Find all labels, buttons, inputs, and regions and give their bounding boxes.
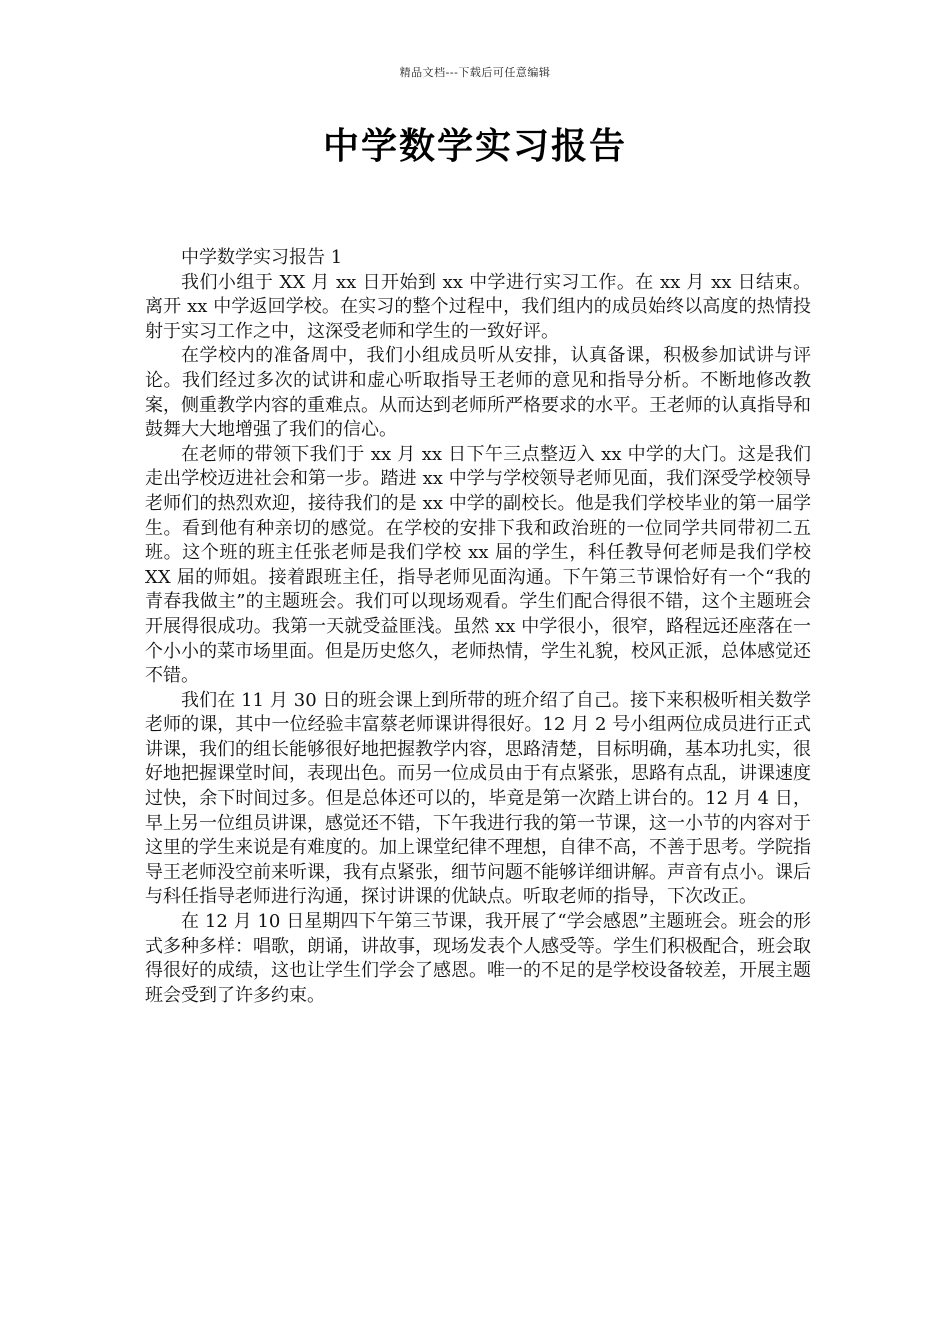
paragraph: 在 12 月 10 日星期四下午第三节课，我开展了“学会感恩”主题班会。班会的形式多种多样：唱歌，朗诵，讲故事，现场发表个人感受等。学生们积极配合，班会取得很好的成绩，这也让学生们学会了感恩。唯一的不足的是学校设备较差，开展主题班会受到了许多约束。 [145, 911, 811, 1006]
paragraph: 我们小组于 XX 月 xx 日开始到 xx 中学进行实习工作。在 xx 月 xx 日结束。离开 xx 中学返回学校。在实习的整个过程中，我们组内的成员始终以高度的热情投射于实习工作之中，这深受老师和学生的一致好评。 [145, 271, 811, 342]
document-title: 中学数学实习报告 [322, 126, 627, 167]
paragraph: 我们在 11 月 30 日的班会课上到所带的班介绍了自己。接下来积极听相关数学老师的课，其中一位经验丰富蔡老师课讲得很好。12 月 2 号小组两位成员进行正式讲课，我们的组长能够很好地把握教学内容，思路清楚，目标明确，基本功扎实，很好地把握课堂时间，表现出色。而另一位成员由于有点紧张，思路有点乱，讲课速度过快，余下时间过多。但是总体还可以的，毕竟是第一次踏上讲台的。12 月 4 日，早上另一位组员讲课，感觉还不错，下午我进行我的第一节课，这一小节的内容对于这里的学生来说是有难度的。加上课堂纪律不理想，自律不高，不善于思考。学院指导王老师没空前来听课，我有点紧张，细节问题不能够详细讲解。声音有点小。课后与科任指导老师进行沟通，探讨讲课的优缺点。听取老师的指导，下次改正。 [145, 689, 811, 908]
header-note: 精品文档---下载后可任意编辑 [399, 66, 551, 79]
paragraph: 在学校内的准备周中，我们小组成员听从安排，认真备课，积极参加试讲与评论。我们经过多次的试讲和虚心听取指导王老师的意见和指导分析。不断地修改教案，侧重教学内容的重难点。从而达到老师所严格要求的水平。王老师的认真指导和鼓舞大大地增强了我们的信心。 [145, 345, 811, 441]
section-subheading: 中学数学实习报告 1 [181, 247, 343, 268]
paragraph: 在老师的带领下我们于 xx 月 xx 日下午三点整迈入 xx 中学的大门。这是我们走出学校迈进社会和第一步。踏进 xx 中学与学校领导老师见面，我们深受学校领导老师们的热烈欢迎，接待我们的是 xx 中学的副校长。他是我们学校毕业的第一届学生。看到他有种亲切的感觉。在学校的安排下我和政治班的一位同学共同带初二五班。这个班的班主任张老师是我们学校 xx 届的学生，科任教导何老师是我们学校 XX 届的师姐。接着跟班主任，指导老师见面沟通。下午第三节课恰好有一个“我的青春我做主”的主题班会。我们可以现场观看。学生们配合得很不错，这个主题班会开展得很成功。我第一天就受益匪浅。虽然 xx 中学很小，很窄，路程远还座落在一个小小的菜市场里面。但是历史悠久，老师热情，学生礼貌，校风正派，总体感觉还不错。 [145, 443, 811, 687]
document-body [145, 246, 811, 1008]
